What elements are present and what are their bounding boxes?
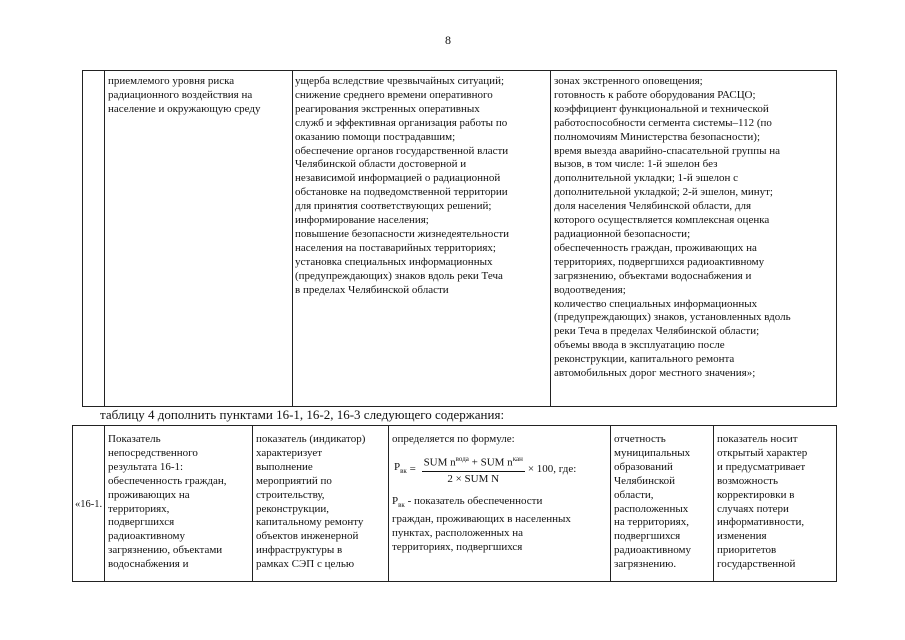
top-col2-cell: приемлемого уровня риска радиационного воздействия на население и окружающую среду [108, 75, 261, 115]
table-continuation [82, 70, 837, 407]
bottom-col6-cell: показатель носит открытый характер и предусматривает возможность корректировки в случаях потери информативности, изменения приоритетов государственной [717, 433, 808, 571]
bottom-col5-cell: отчетность муниципальных образований Челябинской области, расположенных на территориях, подвергшихся радиоактивному загрязнению. [614, 433, 691, 571]
table-new-rows [72, 425, 837, 582]
top-col3-cell: ущерба вследствие чрезвычайных ситуаций; снижение среднего времени оперативного реагирования экстренных оперативных служб и эффективная организация работы по оказанию помощи пострадавшим; обеспечение органов государственной власти Челябинской области достоверной и независимой информацией о радиационной обстановке на подведомственной территории для принятия соответствующих решений; информирование населения; повышение безопасности жизнедеятельности населения на поставарийных территориях; установка специальных информационных (предупреждающих) знаков вдоль реки Теча в пределах Челябинской области [295, 75, 510, 296]
top-col4-cell: зонах экстренного оповещения; готовность к работе оборудования РАСЦО; коэффициент функциональной и технической работоспособности сегмента системы–112 (по полномочиям Министерства безопасности); время выезда аварийно-спасательной группы на вызов, в том числе: 1-й эшелон без дополнительной укладки; 1-й эшелон с дополнительной укладкой; 2-й эшелон, минут; доля населения Челябинской области, для которого осуществляется комплексная оценка радиационной безопасности; обеспеченность граждан, проживающих на территориях, подвергшихся радиоактивному загрязнению, объектами водоснабжения и водоотведения; количество специальных информационных (предупреждающих) знаков, установленных вдоль реки Теча в пределах Челябинской области; объемы ввода в эксплуатацию после реконструкции, капитального ремонта автомобильных дорог местного значения»; [554, 75, 791, 380]
bottom-col3-cell: показатель (индикатор) характеризует выполнение мероприятий по строительству, реконструкции, капитальному ремонту объектов инженерной инфраструктуры в рамках СЭП с целью [256, 433, 366, 571]
row-id: «16-1. [75, 499, 103, 510]
bottom-col4-cell: определяется по формуле: $P_{вк}$ = $\frac{SUM n^{вода} + SUM n^{кан}}{\text{2 × SUM N}}$ × 100, где: $P_{вк}$ - показатель обеспеченности граждан, проживающих в населенных пунктах, расположенных на территориях, подвергшихся [392, 433, 606, 555]
bottom-col2-cell: Показатель непосредственного результата 16-1: обеспеченность граждан, проживающих на территориях, подвергшихся радиоактивному загрязнению, объектами водоснабжения и [108, 433, 227, 571]
instruction-text: таблицу 4 дополнить пунктами 16-1, 16-2, 16-3 следующего содержания: [100, 407, 505, 422]
formula: $P_{вк}$ = $\frac{SUM n^{вода} + SUM n^{кан}}{\text{2 × SUM N}}$ × 100, где: [394, 454, 577, 486]
page-number: 8 [445, 33, 451, 47]
